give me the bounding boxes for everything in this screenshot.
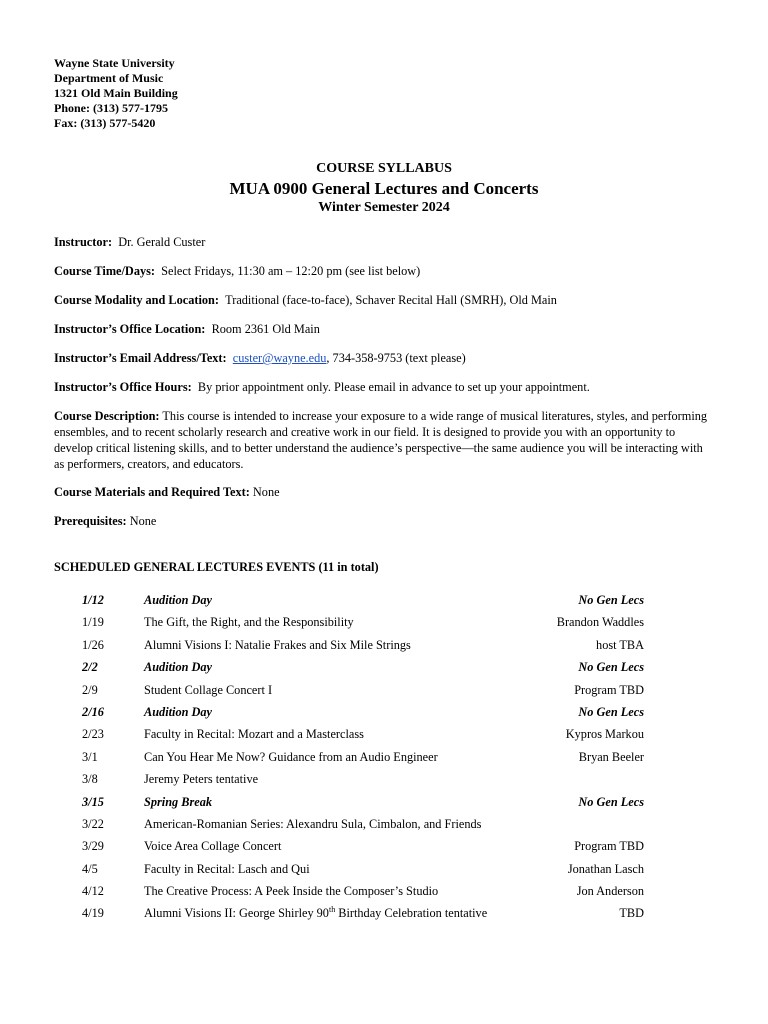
event-date: 3/29 — [82, 839, 104, 854]
event-title: Spring Break — [144, 794, 212, 809]
event-presenter: Program TBD — [574, 682, 644, 697]
field-label: Course Description: — [54, 409, 160, 423]
event-title: Alumni Visions I: Natalie Frakes and Six Mile Strings — [144, 637, 411, 652]
semester-title: Winter Semester 2024 — [318, 200, 450, 215]
course-description — [54, 408, 714, 472]
event-presenter: No Gen Lecs — [578, 660, 644, 675]
field-label: Instructor’s Office Hours: — [54, 380, 192, 394]
field-label: Prerequisites: — [54, 514, 127, 528]
event-title — [144, 902, 487, 924]
field-label: Instructor’s Email Address/Text: — [54, 351, 227, 365]
event-row — [82, 791, 644, 813]
event-title: Faculty in Recital: Mozart and a Masterclass — [144, 727, 364, 742]
event-title: The Creative Process: A Peek Inside the Composer’s Studio — [144, 884, 439, 899]
address-line: 1321 Old Main Building — [54, 86, 178, 100]
event-title: Audition Day — [144, 704, 212, 719]
event-date: 2/2 — [82, 660, 98, 675]
event-row — [82, 858, 644, 880]
event-title: American-Romanian Series: Alexandru Sula, Cimbalon, and Friends — [144, 816, 482, 831]
course-time-field — [54, 264, 714, 279]
event-presenter: Bryan Beeler — [578, 749, 644, 764]
event-presenter: No Gen Lecs — [578, 704, 644, 719]
event-row — [82, 589, 644, 611]
address-line: Fax: (313) 577-5420 — [54, 116, 156, 130]
event-date: 3/15 — [82, 794, 104, 809]
event-date: 3/22 — [82, 816, 104, 831]
email-field — [54, 351, 714, 366]
field-value: , 734-358-9753 (text please) — [326, 351, 466, 365]
event-presenter: Brandon Waddles — [556, 615, 644, 630]
event-date: 3/8 — [82, 772, 98, 787]
event-title: Jeremy Peters tentative — [144, 772, 259, 787]
title-block — [0, 160, 768, 217]
event-row — [82, 723, 644, 745]
department-address — [54, 56, 178, 131]
event-title: Faculty in Recital: Lasch and Qui — [144, 861, 310, 876]
field-value: None — [129, 514, 157, 528]
event-row — [82, 880, 644, 902]
office-hours-field — [54, 380, 714, 395]
event-row — [82, 813, 644, 835]
event-date: 1/12 — [82, 593, 104, 607]
event-title: Voice Area Collage Concert — [144, 839, 282, 854]
syllabus-heading: COURSE SYLLABUS — [316, 161, 452, 176]
modality-field — [54, 293, 714, 308]
field-label: Course Materials and Required Text: — [54, 485, 250, 499]
email-link[interactable]: custer@wayne.edu — [232, 351, 327, 365]
field-label: Course Time/Days: — [54, 264, 155, 278]
field-value: By prior appointment only. Please email in advance to set up your appointment. — [197, 380, 590, 394]
schedule-heading: SCHEDULED GENERAL LECTURES EVENTS (11 in total) — [54, 560, 379, 574]
address-line: Wayne State University — [54, 56, 175, 70]
event-date: 4/19 — [82, 906, 104, 921]
field-value: Traditional (face-to-face), Schaver Recital Hall (SMRH), Old Main — [225, 293, 557, 307]
instructor-field — [54, 235, 714, 250]
event-presenter: Program TBD — [574, 839, 644, 854]
event-row — [82, 656, 644, 678]
event-presenter: TBD — [619, 906, 644, 921]
event-row — [82, 679, 644, 701]
event-title: The Gift, the Right, and the Responsibility — [144, 615, 354, 630]
event-title: Audition Day — [144, 660, 212, 675]
event-row — [82, 902, 644, 924]
event-title: Can You Hear Me Now? Guidance from an Audio Engineer — [144, 749, 438, 764]
event-presenter: Kypros Markou — [565, 727, 644, 742]
event-date: 4/12 — [82, 884, 104, 899]
event-date: 1/19 — [82, 615, 104, 630]
event-date: 1/26 — [82, 637, 104, 652]
field-value: Select Fridays, 11:30 am – 12:20 pm (see list below) — [161, 264, 421, 278]
event-row — [82, 634, 644, 656]
course-title: MUA 0900 General Lectures and Concerts — [229, 179, 539, 198]
field-value: None — [252, 485, 280, 499]
office-location-field — [54, 322, 714, 337]
address-line: Department of Music — [54, 71, 164, 85]
field-value: Dr. Gerald Custer — [118, 235, 206, 249]
prerequisites-field — [54, 514, 714, 529]
event-presenter: No Gen Lecs — [578, 593, 644, 607]
event-presenter: No Gen Lecs — [578, 794, 644, 809]
field-label: Course Modality and Location: — [54, 293, 219, 307]
field-label: Instructor: — [54, 235, 113, 249]
event-title-part: Birthday Celebration tentative — [335, 906, 488, 921]
event-date: 2/16 — [82, 704, 104, 719]
event-row — [82, 835, 644, 857]
event-title-superscript: th — [328, 905, 336, 915]
event-title: Audition Day — [144, 593, 212, 607]
event-date: 4/5 — [82, 861, 98, 876]
event-date: 3/1 — [82, 749, 98, 764]
materials-field — [54, 485, 714, 500]
field-value: This course is intended to increase your exposure to a wide range of musical literatures, styles, and performing ensembles, and to recent scholarly research and creative work in our field. It is designed to provide you with an opportunity to develop critical listening skills, and to better understand the audience’s perspective—the same audience you will be interacting with as performers, creators, and educators. — [54, 409, 708, 471]
event-date: 2/9 — [82, 682, 98, 697]
field-value: Room 2361 Old Main — [211, 322, 320, 336]
event-row — [82, 768, 644, 790]
event-row — [82, 746, 644, 768]
event-presenter: Jon Anderson — [576, 884, 644, 899]
event-row — [82, 611, 644, 633]
event-title: Student Collage Concert I — [144, 682, 273, 697]
field-label: Instructor’s Office Location: — [54, 322, 206, 336]
address-line: Phone: (313) 577-1795 — [54, 101, 168, 115]
event-date: 2/23 — [82, 727, 104, 742]
event-presenter: host TBA — [596, 637, 644, 652]
events-list — [82, 589, 644, 925]
event-title-part: Alumni Visions II: George Shirley 90 — [144, 906, 329, 921]
event-row — [82, 701, 644, 723]
event-presenter: Jonathan Lasch — [567, 861, 644, 876]
